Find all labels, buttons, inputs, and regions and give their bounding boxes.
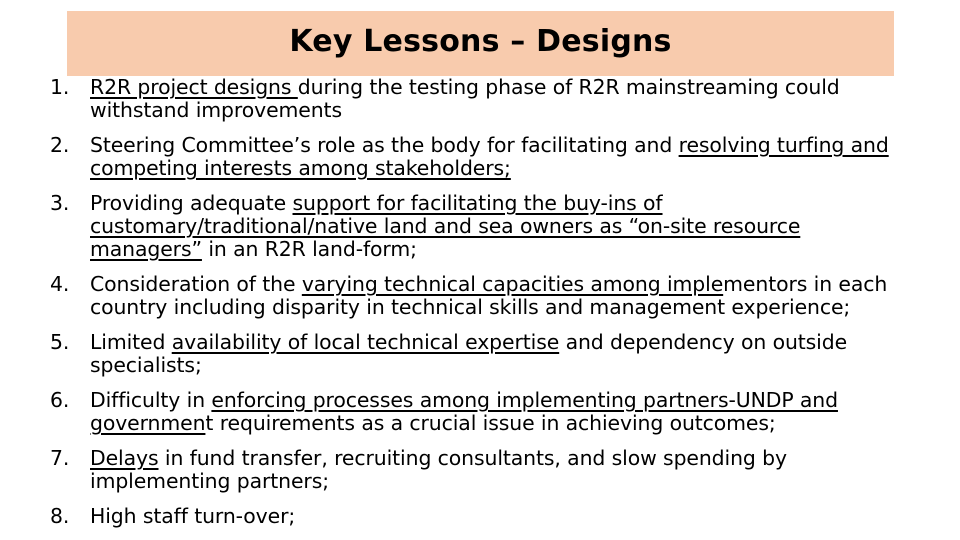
lesson-item (50, 134, 900, 180)
lesson-text: t requirements as a crucial issue in achieving outcomes; (205, 411, 776, 435)
lesson-text: mentors in each country including disparity in technical skills and management experience; (90, 272, 888, 319)
lesson-text: in fund transfer, recruiting consultants, and slow spending by implementing partners; (90, 446, 787, 493)
lesson-text: during the testing phase of R2R mainstreaming could withstand improvements (90, 75, 840, 122)
lesson-item (50, 505, 900, 528)
lesson-number: 5. (50, 330, 70, 354)
lesson-text: High staff turn-over; (90, 504, 296, 528)
lesson-number: 4. (50, 272, 70, 296)
lesson-number: 8. (50, 504, 70, 528)
lesson-emphasis-text: Delays (90, 446, 159, 470)
lesson-text: Steering Committee’s role as the body for facilitating and (90, 133, 679, 157)
lesson-item (50, 389, 900, 435)
lesson-number: 1. (50, 75, 70, 99)
lesson-number: 2. (50, 133, 70, 157)
lesson-text: in an R2R land-form; (201, 237, 417, 261)
lesson-text: Consideration of the (90, 272, 302, 296)
lesson-item (50, 192, 900, 261)
lessons-list (50, 76, 900, 540)
lesson-number: 3. (50, 191, 70, 215)
lesson-item (50, 331, 900, 377)
lesson-number: 6. (50, 388, 70, 412)
lesson-emphasis-text: enforcing processes among implementing partners-UNDP and governmen (90, 388, 838, 435)
lesson-text: and dependency on outside specialists; (90, 330, 848, 377)
lesson-emphasis-text: availability of local technical expertise (171, 330, 560, 354)
lesson-item (50, 273, 900, 319)
lesson-text: Difficulty in (90, 388, 212, 412)
lesson-number: 7. (50, 446, 70, 470)
slide-title: Key Lessons – Designs (289, 24, 672, 59)
lesson-emphasis-text: R2R project designs (90, 75, 298, 99)
lesson-item (50, 447, 900, 493)
lesson-emphasis-text: resolving turfing and competing interests among stakeholders; (90, 133, 889, 180)
lesson-text: Limited (90, 330, 172, 354)
lesson-item (50, 76, 900, 122)
lesson-emphasis-text: varying technical capacities among imple (301, 272, 724, 296)
lesson-emphasis-text: support for facilitating the buy-ins of customary/traditional/native land and sea owners as “on-site resource managers” (90, 191, 801, 261)
lesson-text: Providing adequate (90, 191, 293, 215)
